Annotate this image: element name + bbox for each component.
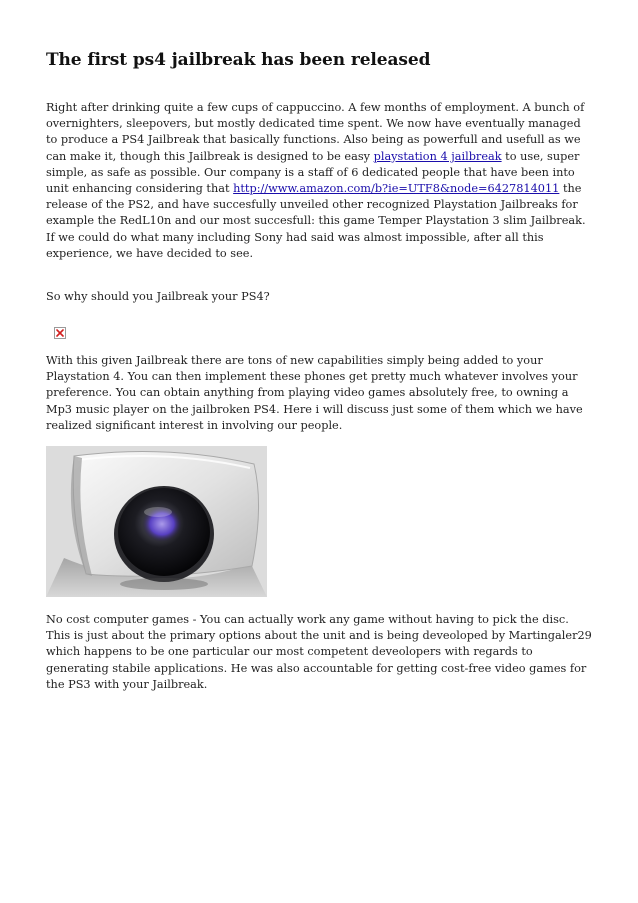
free-games-paragraph: No cost computer games - You can actually work any game without having to pick the disc. This is just about the primary options about the unit and is being deveoloped by Martingaler29 which happens to be one particular our most competent deveolopers with regards to generating stabile applications. He was also accountable for getting cost-free video games for the PS3 with your Jailbreak. [46,613,592,691]
why-jailbreak-paragraph: So why should you Jailbreak your PS4? [46,290,270,303]
intro-paragraph [46,100,592,262]
amazon-link[interactable]: http://www.amazon.com/b?ie=UTF8&node=6427814011 [233,182,560,196]
page-title: The first ps4 jailbreak has been released [46,50,431,70]
playstation-jailbreak-link[interactable]: playstation 4 jailbreak [373,149,502,163]
broken-image-icon [54,327,66,339]
ps4-concept-image [46,446,267,597]
intro-text-3: the release of the PS2, and have succesfully unveiled other recognized Playstation Jailbreaks for example the RedL10n and our most succesfull: this game Temper Playstation 3 slim Jailbreak. If we could do what many including Sony had said was almost impossible, after all this experience, we have decided to see. [46,182,586,260]
intro-text-2: to use, super simple, as safe as possible. Our company is a staff of 6 dedicated people that have been into unit enhancing considering that [46,149,580,196]
capabilities-paragraph: With this given Jailbreak there are tons of new capabilities simply being added to your Playstation 4. You can then implement these phones get pretty much whatever involves your preference. You can obtain anything from playing video games absolutely free, to owning a Mp3 music player on the jailbroken PS4. Here i will discuss just some of them which we have realized significant interest in involving our people. [46,354,583,432]
intro-text-1: Right after drinking quite a few cups of cappuccino. A few months of employment. A bunch of overnighters, sleepovers, but mostly dedicated time spent. We now have eventually managed to produce a PS4 Jailbreak that basically functions. Also being as powerfull and usefull as we can make it, though this Jailbreak is designed to be easy [46,101,585,163]
